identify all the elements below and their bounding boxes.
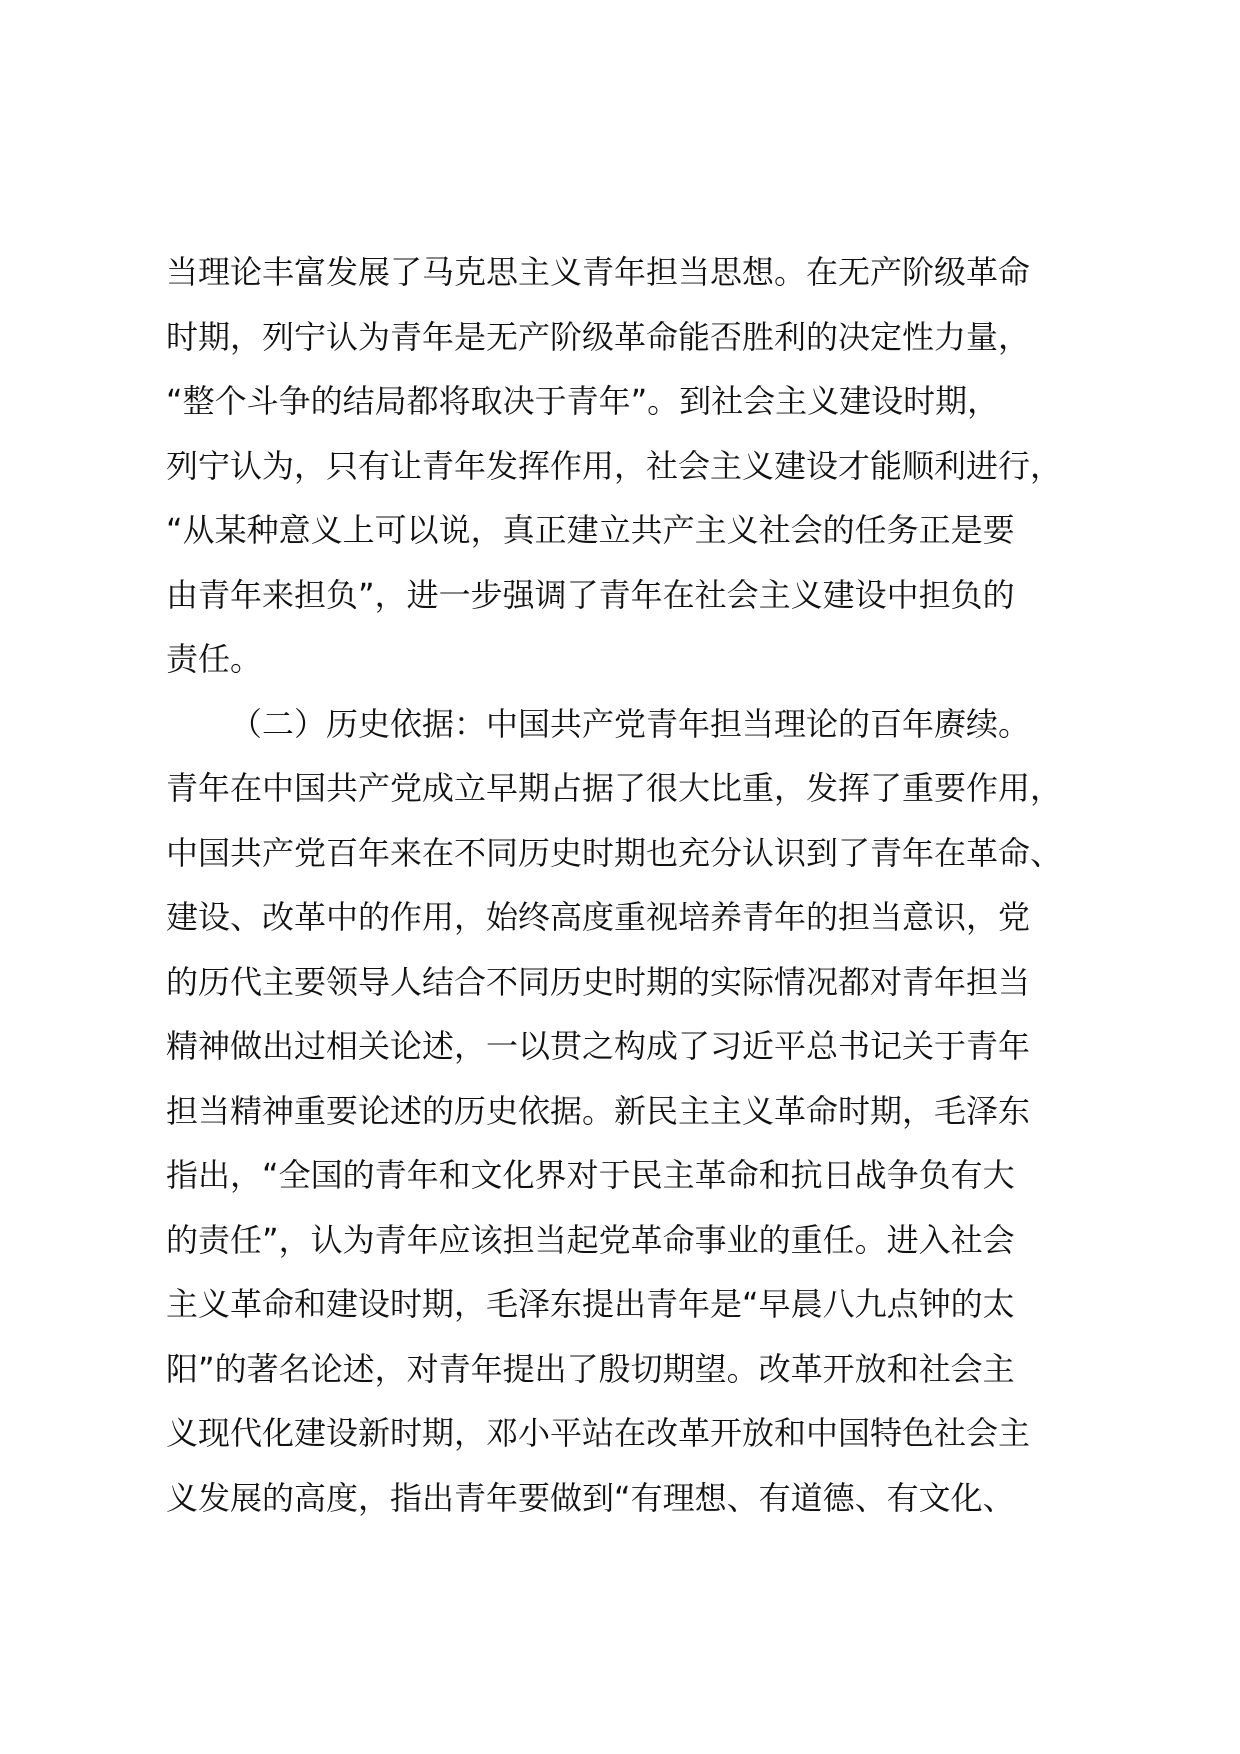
section-heading: （二）历史依据：中国共产党青年担当理论的百年赓续。 [230,704,1031,743]
text-line: 列宁认为，只有让青年发挥作用，社会主义建设才能顺利进行， [166,446,1063,485]
text-line: 责任。 [166,640,263,678]
text-line: “整个斗争的结局都将取决于青年”。到社会主义建设时期， [166,382,1000,420]
text-line: 阳”的著名论述，对青年提出了殷切期望。改革开放和社会主 [166,1349,1015,1388]
text-line: 担当精神重要论述的历史依据。新民主主义革命时期，毛泽东 [166,1091,1031,1130]
text-line: 的历代主要领导人结合不同历史时期的实际情况都对青年担当 [166,962,1031,1001]
text-line: 时期，列宁认为青年是无产阶级革命能否胜利的决定性力量， [166,317,1031,356]
text-line: 主义革命和建设时期，毛泽东提出青年是“早晨八九点钟的太 [166,1285,1015,1323]
text-line: 义发展的高度，指出青年要做到“有理想、有道德、有文化、 [166,1478,1015,1517]
body-text [166,240,1116,1530]
text-line: 指出，“全国的青年和文化界对于民主革命和抗日战争负有大 [166,1156,1015,1194]
text-line: 青年在中国共产党成立早期占据了很大比重，发挥了重要作用， [166,769,1063,807]
text-line: “从某种意义上可以说，真正建立共产主义社会的任务正是要 [166,511,1015,549]
text-line: 建设、改革中的作用，始终高度重视培养青年的担当意识，党 [166,898,1031,936]
text-line: 精神做出过相关论述，一以贯之构成了习近平总书记关于青年 [166,1027,1031,1065]
text-line: 中国共产党百年来在不同历史时期也充分认识到了青年在革命、 [166,833,1063,872]
text-line: 的责任”，认为青年应该担当起党革命事业的重任。进入社会 [166,1220,1015,1259]
text-line: 当理论丰富发展了马克思主义青年担当思想。在无产阶级革命 [166,253,1031,291]
text-line: 由青年来担负”，进一步强调了青年在社会主义建设中担负的 [166,575,1015,614]
text-line: 义现代化建设新时期，邓小平站在改革开放和中国特色社会主 [166,1414,1031,1452]
